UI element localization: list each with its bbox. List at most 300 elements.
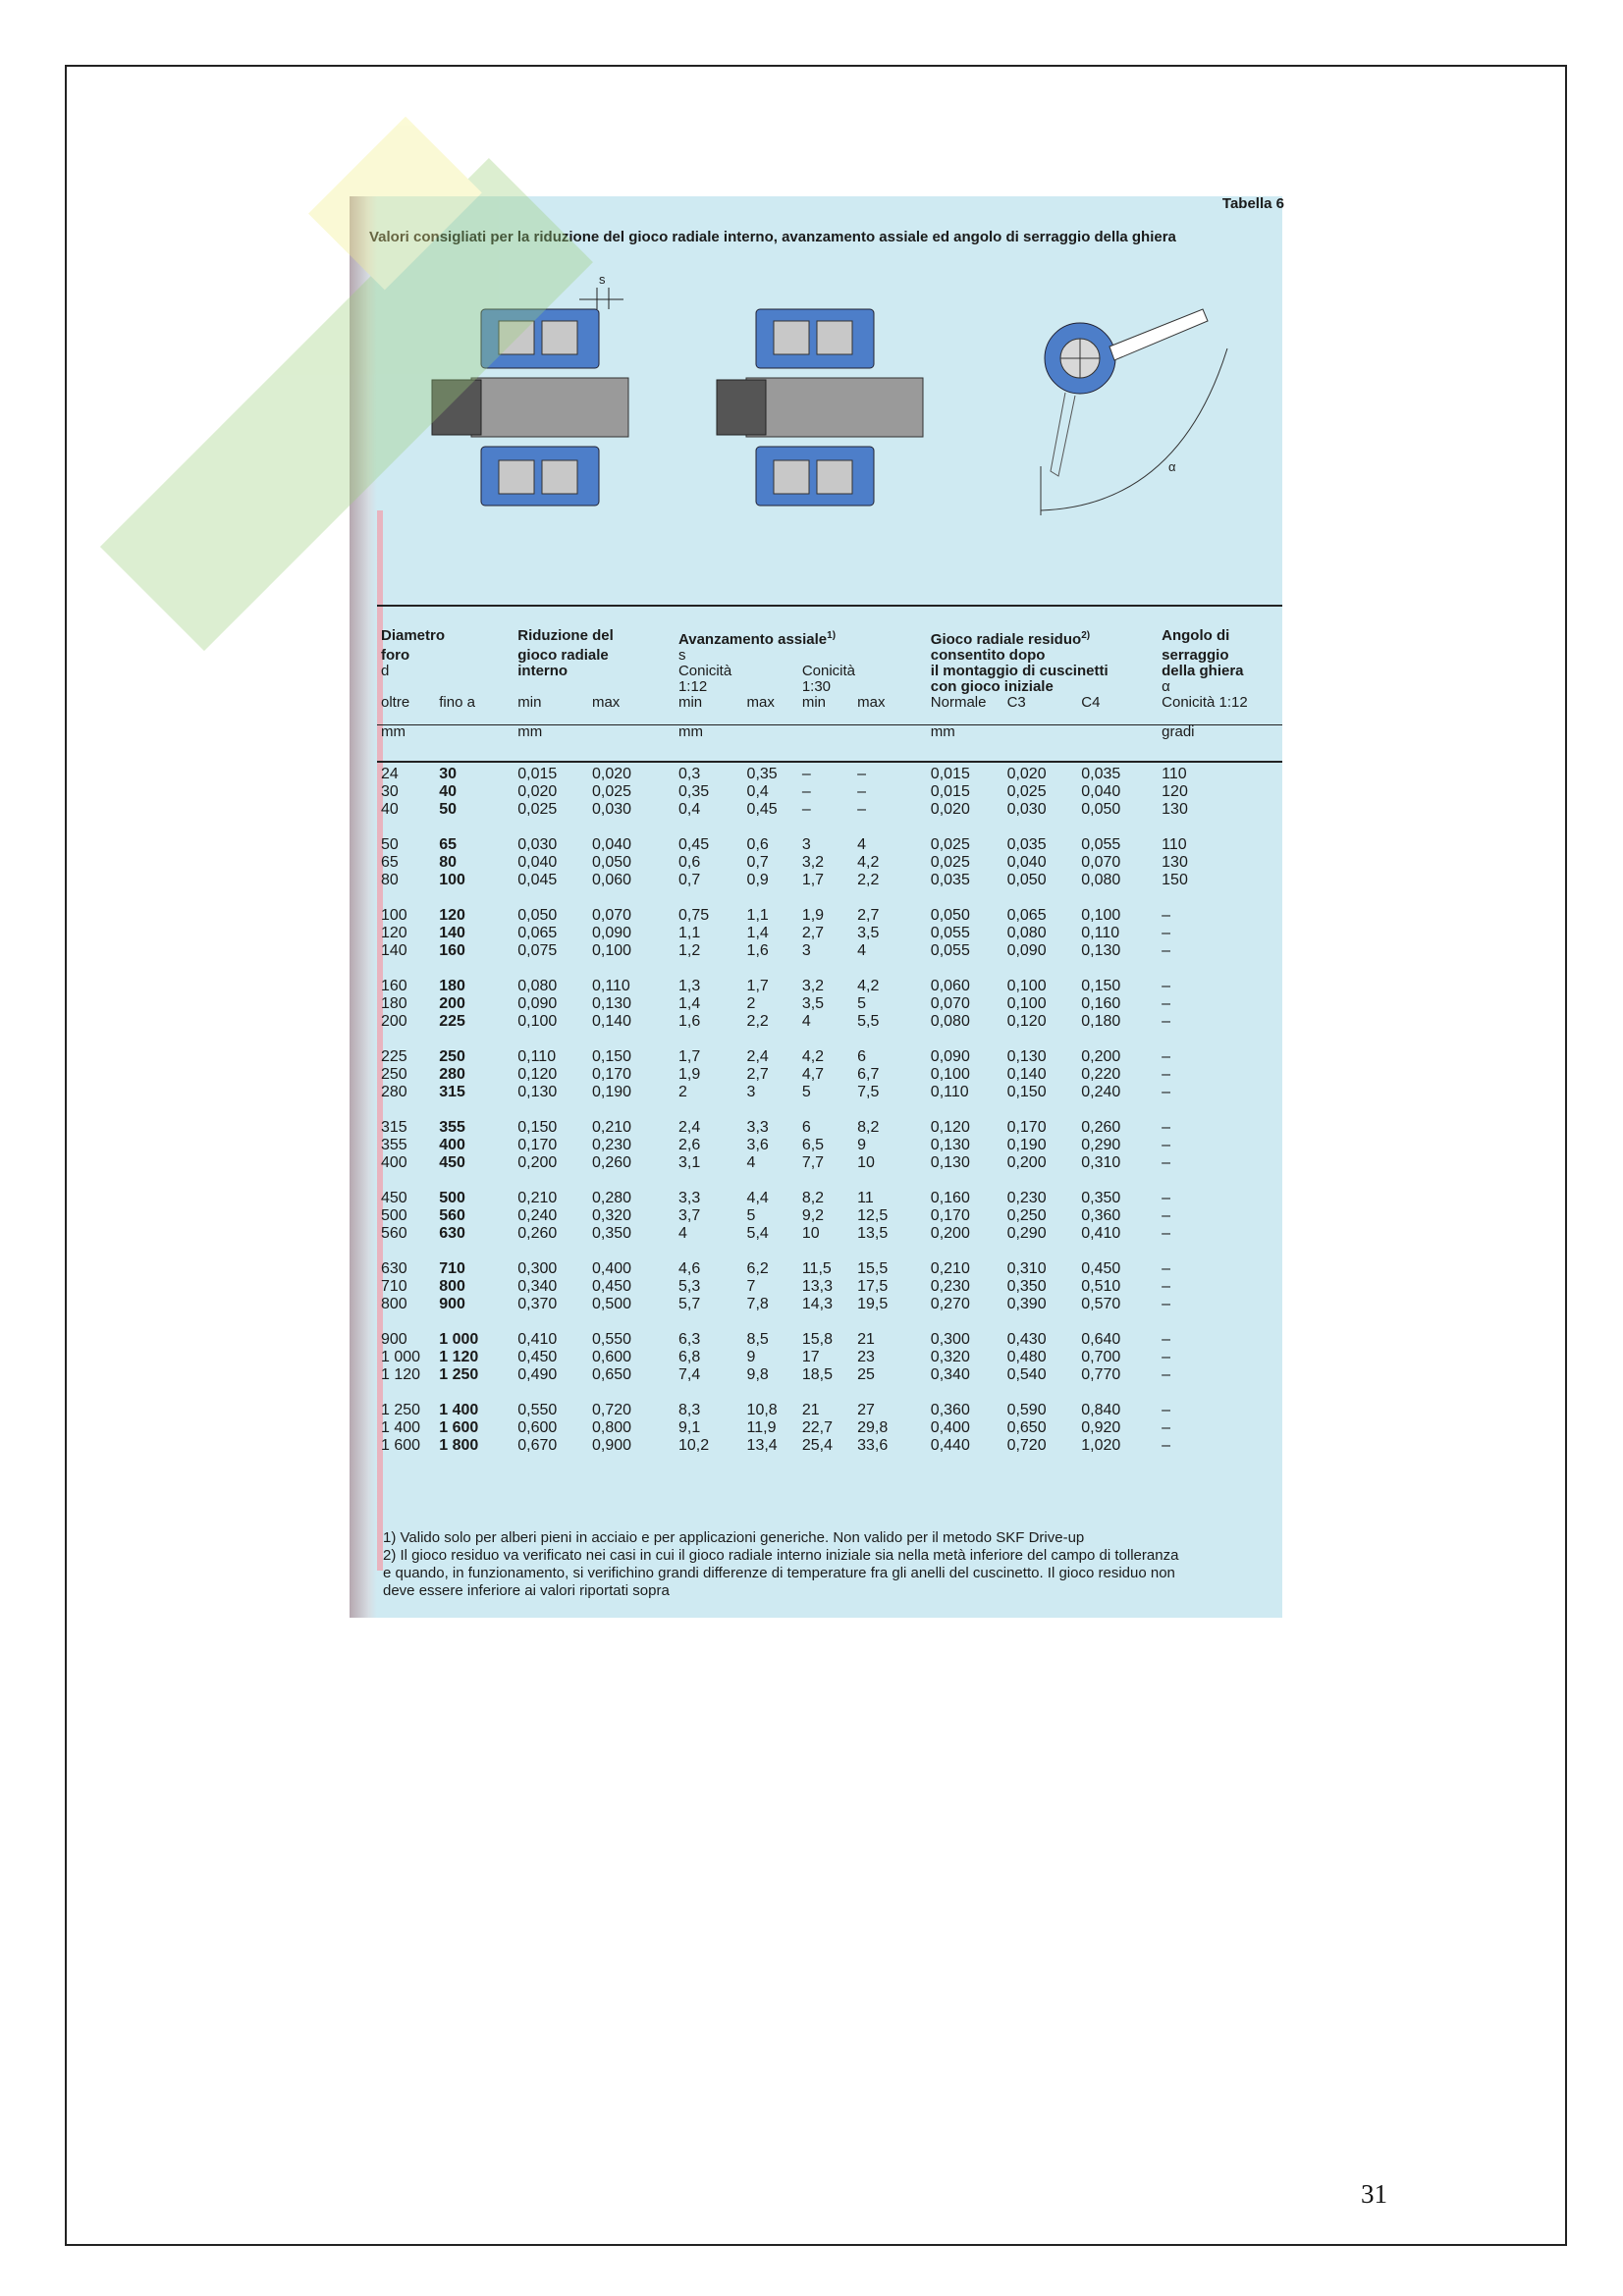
cell-av130-min: 14,3: [801, 1296, 833, 1312]
cell-angolo: –: [1162, 1419, 1171, 1436]
cell-rid-max: 0,190: [591, 1084, 632, 1100]
cell-av112-min: 7,4: [677, 1366, 701, 1383]
cell-angolo: –: [1162, 942, 1171, 959]
cell-fino-a: 200: [439, 995, 465, 1012]
cell-av112-min: 0,75: [677, 907, 710, 924]
header-riduzione: Riduzione del: [517, 627, 614, 644]
cell-rid-min: 0,550: [517, 1402, 558, 1418]
cell-av112-max: 11,9: [746, 1419, 777, 1436]
group-spacer: [377, 960, 1282, 978]
cell-rid-min: 0,015: [517, 766, 558, 782]
cell-rid-max: 0,040: [591, 836, 632, 853]
cell-fino-a: 50: [439, 801, 458, 818]
cell-normale: 0,025: [930, 854, 970, 871]
cell-normale: 0,400: [930, 1419, 970, 1436]
cell-av130-min: 25,4: [801, 1437, 833, 1454]
table-title: Valori consigliati per la riduzione del gioco radiale interno, avanzamento assiale ed angolo di serraggio della ghiera: [369, 229, 1176, 245]
cell-av130-min: 6,5: [801, 1137, 825, 1153]
cell-fino-a: 140: [439, 925, 465, 941]
cell-av112-max: 4,4: [746, 1190, 769, 1206]
cell-rid-max: 0,900: [591, 1437, 632, 1454]
cell-c4: 0,770: [1081, 1366, 1121, 1383]
table-row: [377, 1402, 1282, 1419]
cell-av130-max: 29,8: [857, 1419, 889, 1436]
cell-av112-min: 9,1: [677, 1419, 701, 1436]
cell-c3: 0,050: [1006, 872, 1047, 888]
cell-c4: 0,350: [1081, 1190, 1121, 1206]
cell-av112-min: 6,3: [677, 1331, 701, 1348]
cell-oltre: 30: [381, 783, 399, 800]
cell-c4: 0,055: [1081, 836, 1121, 853]
cell-c4: 1,020: [1081, 1437, 1121, 1454]
cell-fino-a: 65: [439, 836, 458, 853]
cell-oltre: 450: [381, 1190, 407, 1206]
cell-av130-max: 11: [857, 1190, 874, 1206]
table-row: [377, 854, 1282, 872]
cell-av112-max: 2,7: [746, 1066, 769, 1083]
cell-rid-max: 0,450: [591, 1278, 632, 1295]
cell-av112-max: 1,6: [746, 942, 769, 959]
cell-fino-a: 900: [439, 1296, 465, 1312]
header-max: max: [857, 694, 886, 711]
cell-c4: 0,640: [1081, 1331, 1121, 1348]
cell-oltre: 280: [381, 1084, 407, 1100]
cell-av130-max: 25: [857, 1366, 875, 1383]
cell-normale: 0,320: [930, 1349, 970, 1365]
cell-c3: 0,720: [1006, 1437, 1047, 1454]
cell-normale: 0,210: [930, 1260, 970, 1277]
cell-c4: 0,130: [1081, 942, 1121, 959]
cell-normale: 0,160: [930, 1190, 970, 1206]
cell-fino-a: 710: [439, 1260, 465, 1277]
cell-angolo: –: [1162, 1084, 1171, 1100]
cell-c3: 0,170: [1006, 1119, 1047, 1136]
table-row: [377, 978, 1282, 995]
cell-oltre: 50: [381, 836, 399, 853]
cell-rid-max: 0,030: [591, 801, 632, 818]
cell-oltre: 900: [381, 1331, 407, 1348]
table-row: [377, 801, 1282, 819]
cell-angolo: 150: [1162, 872, 1188, 888]
cell-normale: 0,090: [930, 1048, 970, 1065]
cell-oltre: 630: [381, 1260, 407, 1277]
cell-oltre: 1 250: [381, 1402, 421, 1418]
cell-av112-max: 13,4: [746, 1437, 778, 1454]
cell-av130-min: 2,7: [801, 925, 825, 941]
unit-mm: mm: [677, 723, 703, 740]
lock-nut-wrench-drawing: [1041, 309, 1227, 515]
cell-rid-min: 0,020: [517, 783, 558, 800]
label-alpha: α: [1168, 459, 1176, 474]
cell-fino-a: 1 600: [439, 1419, 479, 1436]
cell-rid-min: 0,170: [517, 1137, 558, 1153]
cell-av112-min: 1,1: [677, 925, 701, 941]
cell-c3: 0,200: [1006, 1154, 1047, 1171]
cell-oltre: 180: [381, 995, 407, 1012]
cell-fino-a: 450: [439, 1154, 465, 1171]
cell-rid-min: 0,150: [517, 1119, 558, 1136]
header-s: s: [677, 647, 686, 664]
cell-rid-max: 0,350: [591, 1225, 632, 1242]
cell-c3: 0,250: [1006, 1207, 1047, 1224]
group-spacer: [377, 1031, 1282, 1048]
cell-oltre: 315: [381, 1119, 407, 1136]
cell-av130-max: 12,5: [857, 1207, 889, 1224]
cell-fino-a: 225: [439, 1013, 465, 1030]
table-row: [377, 1137, 1282, 1154]
cell-fino-a: 560: [439, 1207, 465, 1224]
cell-c3: 0,065: [1006, 907, 1047, 924]
cell-av112-max: 2,4: [746, 1048, 769, 1065]
cell-av112-min: 1,3: [677, 978, 701, 994]
cell-oltre: 65: [381, 854, 399, 871]
header-montaggio: il montaggio di cuscinetti: [930, 663, 1109, 679]
cell-angolo: –: [1162, 1225, 1171, 1242]
cell-rid-min: 0,300: [517, 1260, 558, 1277]
cell-rid-max: 0,320: [591, 1207, 632, 1224]
cell-normale: 0,055: [930, 925, 970, 941]
cell-av112-min: 2,4: [677, 1119, 701, 1136]
cell-av112-min: 4: [677, 1225, 687, 1242]
table-row: [377, 1084, 1282, 1101]
cell-oltre: 160: [381, 978, 407, 994]
unit-mm: mm: [517, 723, 543, 740]
group-spacer: [377, 889, 1282, 907]
cell-c4: 0,220: [1081, 1066, 1121, 1083]
cell-av130-max: 19,5: [857, 1296, 889, 1312]
cell-angolo: –: [1162, 925, 1171, 941]
cell-fino-a: 120: [439, 907, 465, 924]
cell-av112-max: 1,1: [746, 907, 769, 924]
cell-av112-min: 1,2: [677, 942, 701, 959]
cell-av130-max: 8,2: [857, 1119, 880, 1136]
cell-fino-a: 280: [439, 1066, 465, 1083]
cell-c3: 0,100: [1006, 978, 1047, 994]
cell-c3: 0,130: [1006, 1048, 1047, 1065]
table-row: [377, 1013, 1282, 1031]
cell-av130-max: 5,5: [857, 1013, 880, 1030]
cell-angolo: –: [1162, 1278, 1171, 1295]
cell-av112-max: 5: [746, 1207, 756, 1224]
table-row: [377, 1190, 1282, 1207]
cell-av112-max: 0,6: [746, 836, 769, 853]
cell-rid-min: 0,065: [517, 925, 558, 941]
cell-av130-min: 6: [801, 1119, 811, 1136]
cell-c3: 0,035: [1006, 836, 1047, 853]
unit-mm: mm: [381, 723, 406, 740]
cell-c3: 0,290: [1006, 1225, 1047, 1242]
cell-av130-max: 4: [857, 836, 867, 853]
cell-normale: 0,300: [930, 1331, 970, 1348]
header-d: d: [381, 663, 390, 679]
cell-c4: 0,840: [1081, 1402, 1121, 1418]
cell-fino-a: 355: [439, 1119, 465, 1136]
cell-rid-min: 0,100: [517, 1013, 558, 1030]
cell-c3: 0,120: [1006, 1013, 1047, 1030]
cell-normale: 0,110: [930, 1084, 969, 1100]
cell-rid-min: 0,370: [517, 1296, 558, 1312]
table-row: [377, 1048, 1282, 1066]
cell-rid-max: 0,025: [591, 783, 632, 800]
unit-gradi: gradi: [1162, 723, 1195, 740]
cell-rid-min: 0,200: [517, 1154, 558, 1171]
cell-angolo: –: [1162, 1402, 1171, 1418]
header-max: max: [591, 694, 621, 711]
cell-av112-max: 4: [746, 1154, 756, 1171]
header-serraggio: serraggio: [1162, 647, 1229, 664]
cell-angolo: –: [1162, 1154, 1171, 1171]
cell-av130-max: 9: [857, 1137, 867, 1153]
cell-av112-min: 1,6: [677, 1013, 701, 1030]
cell-c3: 0,230: [1006, 1190, 1047, 1206]
cell-rid-max: 0,170: [591, 1066, 632, 1083]
header-con-gioco: con gioco iniziale: [930, 678, 1054, 695]
cell-angolo: 120: [1162, 783, 1188, 800]
cell-av130-max: 27: [857, 1402, 875, 1418]
cell-av130-min: 1,7: [801, 872, 825, 888]
cell-av112-min: 2: [677, 1084, 687, 1100]
cell-av130-max: 6,7: [857, 1066, 880, 1083]
header-foro: foro: [381, 647, 410, 664]
unit-mm: mm: [930, 723, 955, 740]
cell-c3: 0,150: [1006, 1084, 1047, 1100]
cell-av130-max: 2,2: [857, 872, 880, 888]
cell-fino-a: 40: [439, 783, 458, 800]
cell-c4: 0,410: [1081, 1225, 1121, 1242]
cell-av112-max: 8,5: [746, 1331, 769, 1348]
cell-normale: 0,200: [930, 1225, 970, 1242]
table-row: [377, 1366, 1282, 1384]
page-number: 31: [1361, 2179, 1387, 2209]
cell-av112-max: 3: [746, 1084, 756, 1100]
cell-fino-a: 1 250: [439, 1366, 479, 1383]
cell-av112-min: 0,4: [677, 801, 701, 818]
group-spacer: [377, 819, 1282, 836]
cell-oltre: 400: [381, 1154, 407, 1171]
cell-oltre: 24: [381, 766, 399, 782]
cell-av112-max: 2: [746, 995, 756, 1012]
cell-c3: 0,480: [1006, 1349, 1047, 1365]
cell-c4: 0,040: [1081, 783, 1121, 800]
cell-av112-max: 0,7: [746, 854, 769, 871]
cell-av112-min: 0,35: [677, 783, 710, 800]
group-spacer: [377, 1313, 1282, 1331]
cell-c4: 0,150: [1081, 978, 1121, 994]
cell-av112-max: 0,45: [746, 801, 778, 818]
cell-oltre: 1 400: [381, 1419, 421, 1436]
cell-angolo: –: [1162, 1260, 1171, 1277]
cell-av112-min: 2,6: [677, 1137, 701, 1153]
cell-fino-a: 80: [439, 854, 458, 871]
cell-c4: 0,360: [1081, 1207, 1121, 1224]
cell-av130-max: 15,5: [857, 1260, 889, 1277]
cell-av112-max: 2,2: [746, 1013, 769, 1030]
cell-rid-max: 0,650: [591, 1366, 632, 1383]
cell-c4: 0,035: [1081, 766, 1121, 782]
cell-rid-min: 0,090: [517, 995, 558, 1012]
cell-av130-min: 3,2: [801, 978, 825, 994]
cell-rid-max: 0,050: [591, 854, 632, 871]
header-min: min: [801, 694, 826, 711]
cell-rid-max: 0,800: [591, 1419, 632, 1436]
table-row: [377, 766, 1282, 783]
cell-av112-min: 5,3: [677, 1278, 701, 1295]
cell-rid-max: 0,400: [591, 1260, 632, 1277]
table-row: [377, 783, 1282, 801]
group-spacer: [377, 1243, 1282, 1260]
table-body: [377, 766, 1282, 1455]
cell-rid-max: 0,280: [591, 1190, 632, 1206]
cell-av112-min: 0,6: [677, 854, 701, 871]
cell-rid-min: 0,130: [517, 1084, 558, 1100]
cell-c3: 0,590: [1006, 1402, 1047, 1418]
cell-angolo: –: [1162, 1331, 1171, 1348]
cell-av130-max: 4,2: [857, 854, 880, 871]
cell-angolo: 130: [1162, 801, 1188, 818]
cell-av130-min: 11,5: [801, 1260, 832, 1277]
cell-normale: 0,130: [930, 1137, 970, 1153]
cell-av112-min: 5,7: [677, 1296, 701, 1312]
label-s: s: [599, 272, 606, 287]
cell-normale: 0,270: [930, 1296, 970, 1312]
cell-c4: 0,080: [1081, 872, 1121, 888]
cell-oltre: 500: [381, 1207, 407, 1224]
cell-av112-min: 3,1: [677, 1154, 701, 1171]
cell-oltre: 120: [381, 925, 407, 941]
header-1-30: 1:30: [801, 678, 832, 695]
cell-rid-max: 0,130: [591, 995, 632, 1012]
cell-av112-min: 0,45: [677, 836, 710, 853]
cell-c3: 0,090: [1006, 942, 1047, 959]
cell-rid-max: 0,210: [591, 1119, 632, 1136]
cell-rid-max: 0,260: [591, 1154, 632, 1171]
footnote-2: 2) Il gioco residuo va verificato nei casi in cui il gioco radiale interno iniziale sia nella metà inferiore del campo di tolleranza: [383, 1547, 1179, 1564]
cell-oltre: 40: [381, 801, 399, 818]
cell-av112-min: 3,7: [677, 1207, 701, 1224]
cell-angolo: –: [1162, 1366, 1171, 1383]
cell-av112-min: 1,7: [677, 1048, 701, 1065]
cell-c3: 0,540: [1006, 1366, 1047, 1383]
cell-av130-max: 7,5: [857, 1084, 880, 1100]
cell-fino-a: 1 120: [439, 1349, 479, 1365]
cell-rid-min: 0,075: [517, 942, 558, 959]
header-oltre: oltre: [381, 694, 410, 711]
cell-c3: 0,030: [1006, 801, 1047, 818]
cell-rid-min: 0,490: [517, 1366, 558, 1383]
cell-av112-min: 1,9: [677, 1066, 701, 1083]
table-row: [377, 995, 1282, 1013]
cell-av112-min: 0,7: [677, 872, 701, 888]
cell-av130-min: –: [801, 766, 811, 782]
cell-av112-max: 9,8: [746, 1366, 769, 1383]
cell-av130-min: 18,5: [801, 1366, 833, 1383]
header-angolo: Angolo di: [1162, 627, 1230, 644]
cell-angolo: –: [1162, 1296, 1171, 1312]
footnote-2-end: deve essere inferiore ai valori riportati sopra: [383, 1582, 670, 1599]
clearance-table: [377, 628, 1282, 1455]
cell-fino-a: 800: [439, 1278, 465, 1295]
cell-fino-a: 180: [439, 978, 465, 994]
cell-oltre: 140: [381, 942, 407, 959]
table-header: [377, 628, 1282, 766]
cell-normale: 0,120: [930, 1119, 970, 1136]
cell-c4: 0,180: [1081, 1013, 1121, 1030]
cell-av130-min: 22,7: [801, 1419, 833, 1436]
cell-av112-max: 1,7: [746, 978, 769, 994]
cell-c4: 0,200: [1081, 1048, 1121, 1065]
header-c4: C4: [1081, 694, 1101, 711]
cell-normale: 0,055: [930, 942, 970, 959]
cell-av130-min: 7,7: [801, 1154, 825, 1171]
cell-normale: 0,070: [930, 995, 970, 1012]
cell-angolo: –: [1162, 907, 1171, 924]
cell-fino-a: 1 000: [439, 1331, 479, 1348]
cell-av130-min: –: [801, 801, 811, 818]
cell-normale: 0,440: [930, 1437, 970, 1454]
cell-c3: 0,080: [1006, 925, 1047, 941]
cell-rid-min: 0,450: [517, 1349, 558, 1365]
table-number: Tabella 6: [1221, 195, 1284, 212]
table-row: [377, 1419, 1282, 1437]
table-row: [377, 907, 1282, 925]
cell-av130-max: –: [857, 801, 867, 818]
cell-rid-max: 0,720: [591, 1402, 632, 1418]
cell-angolo: –: [1162, 1119, 1171, 1136]
cell-normale: 0,015: [930, 783, 970, 800]
cell-rid-max: 0,550: [591, 1331, 632, 1348]
cell-c3: 0,350: [1006, 1278, 1047, 1295]
cell-c3: 0,025: [1006, 783, 1047, 800]
cell-rid-max: 0,090: [591, 925, 632, 941]
cell-oltre: 710: [381, 1278, 407, 1295]
cell-angolo: 110: [1162, 766, 1187, 782]
header-ghiera: della ghiera: [1162, 663, 1244, 679]
cell-av112-min: 1,4: [677, 995, 701, 1012]
table-top-rule: [377, 605, 1282, 607]
cell-rid-min: 0,210: [517, 1190, 558, 1206]
cell-c4: 0,290: [1081, 1137, 1121, 1153]
group-spacer: [377, 1172, 1282, 1190]
cell-oltre: 250: [381, 1066, 407, 1083]
cell-fino-a: 160: [439, 942, 465, 959]
cell-fino-a: 630: [439, 1225, 465, 1242]
cell-rid-max: 0,060: [591, 872, 632, 888]
cell-angolo: –: [1162, 1349, 1171, 1365]
cell-av112-max: 7,8: [746, 1296, 769, 1312]
cell-av130-max: –: [857, 783, 867, 800]
cell-normale: 0,230: [930, 1278, 970, 1295]
cell-fino-a: 100: [439, 872, 465, 888]
cell-av130-max: 23: [857, 1349, 875, 1365]
cell-normale: 0,100: [930, 1066, 970, 1083]
cell-angolo: 130: [1162, 854, 1188, 871]
cell-c4: 0,160: [1081, 995, 1121, 1012]
cell-av112-max: 9: [746, 1349, 756, 1365]
cell-rid-min: 0,670: [517, 1437, 558, 1454]
header-min: min: [517, 694, 542, 711]
header-conicita-1: Conicità: [677, 663, 732, 679]
cell-rid-min: 0,110: [517, 1048, 557, 1065]
cell-oltre: 560: [381, 1225, 407, 1242]
cell-angolo: 110: [1162, 836, 1187, 853]
cell-av130-max: 5: [857, 995, 867, 1012]
cell-c3: 0,430: [1006, 1331, 1047, 1348]
cell-av130-max: 3,5: [857, 925, 880, 941]
cell-c4: 0,240: [1081, 1084, 1121, 1100]
cell-fino-a: 315: [439, 1084, 465, 1100]
cell-av130-min: 10: [801, 1225, 820, 1242]
cell-rid-min: 0,025: [517, 801, 558, 818]
